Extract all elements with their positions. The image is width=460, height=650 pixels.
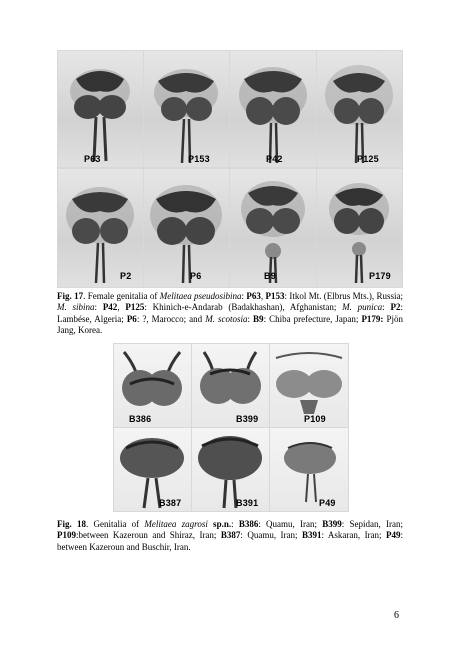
caption-text: : ?, Marocco; and (136, 313, 206, 324)
caption-species: Melitaea zagrosi (144, 519, 208, 529)
caption-text: : Quamu, Iran; (258, 519, 323, 529)
page-number: 6 (394, 610, 399, 621)
specimen-panel-p179 (317, 169, 402, 287)
caption-text: : (247, 313, 254, 324)
caption-text: : (94, 302, 103, 313)
caption-specimen-id: B399 (322, 519, 342, 529)
specimen-label: P153 (188, 154, 210, 164)
caption-text: Pjön Jang, Korea. (57, 313, 403, 336)
genitalia-image (317, 169, 402, 287)
specimen-label: P109 (304, 414, 326, 424)
figure-18-plate (113, 343, 349, 512)
genitalia-image (58, 51, 143, 167)
specimen-label: B9 (264, 271, 276, 281)
figure-17-plate (57, 50, 403, 288)
caption-text: : Chiba prefecture, Japan; (263, 313, 362, 324)
specimen-panel-b391 (192, 428, 269, 511)
specimen-panel-p109 (270, 344, 348, 427)
caption-specimen-id: P109 (57, 530, 76, 541)
caption-specimen-id: P153 (265, 291, 285, 301)
caption-species: M. punica (342, 302, 383, 313)
genitalia-image (58, 169, 143, 287)
genitalia-image (317, 51, 402, 167)
caption-text: . Genitalia of (85, 519, 145, 529)
caption-text: : Khinich-e-Andarab (Badakhashan), Afghanistan; (144, 302, 343, 313)
caption-text: : Sepidan, Iran; (341, 519, 403, 529)
genitalia-image (144, 51, 229, 167)
caption-species: M. sibina (57, 302, 95, 313)
caption-text: : between Kazeroun and Buschir, Iran. (57, 530, 404, 552)
figure-17-caption (57, 291, 403, 337)
caption-figure-label: Fig. 18 (57, 519, 86, 529)
specimen-panel-p2 (58, 169, 143, 287)
specimen-panel-p49 (270, 428, 348, 511)
specimen-panel-b386 (114, 344, 191, 427)
genitalia-image (114, 344, 191, 427)
specimen-label: B386 (129, 414, 152, 424)
caption-specimen-id: P179: (361, 313, 384, 324)
caption-text: : Askaran, Iran; (321, 530, 386, 541)
caption-figure-label: Fig. 17 (57, 291, 84, 301)
specimen-label: B391 (236, 498, 259, 508)
specimen-label: P2 (120, 271, 132, 281)
caption-specimen-id: B391 (301, 530, 322, 541)
caption-text: , (260, 291, 266, 301)
caption-text: , (117, 302, 126, 313)
caption-specimen-id: P125 (125, 302, 145, 313)
specimen-panel-b9 (230, 169, 316, 287)
caption-specimen-id: P2 (390, 302, 401, 313)
specimen-panel-p125 (317, 51, 402, 167)
specimen-label: B399 (236, 414, 259, 424)
specimen-label: P49 (319, 498, 336, 508)
caption-text: : Quamu, Iran; (240, 530, 302, 541)
caption-text: : Lambése, Algeria; (57, 302, 403, 324)
caption-text: : Itkol Mt. (Elbrus Mts.), Russia; (284, 291, 403, 301)
specimen-panel-p63 (58, 51, 143, 167)
specimen-label: P63 (84, 154, 101, 164)
genitalia-image (230, 51, 316, 167)
genitalia-image (230, 169, 316, 287)
caption-species: Melitaea pseudosibina (159, 291, 242, 301)
caption-specimen-id: P6 (126, 313, 137, 324)
caption-specimen-id: B387 (220, 530, 241, 541)
caption-text: : (241, 291, 247, 301)
caption-text: : (382, 302, 391, 313)
caption-specimen-id: P63 (246, 291, 261, 301)
specimen-label: P125 (357, 154, 379, 164)
specimen-panel-b387 (114, 428, 191, 511)
caption-text: :between Kazeroun and Shiraz, Iran; (76, 530, 221, 541)
specimen-label: P179 (369, 271, 391, 281)
figure-18-caption: Fig. 18. Genitalia of Melitaea zagrosi sp.n.: B386: Quamu, Iran; B399: Sepidan, Iran; P109:between Kazeroun and Shiraz, Iran; B387: Quamu, Iran; B391: Askaran, Iran; P49: between Kazeroun and Buschir, Iran. (57, 519, 404, 552)
caption-species: M. scotosia (205, 313, 248, 324)
caption-text: . Female genitalia of (83, 291, 160, 301)
caption-specimen-id: P42 (102, 302, 118, 313)
specimen-label: P6 (190, 271, 202, 281)
caption-new-species-marker: sp.n. (207, 519, 232, 529)
genitalia-image (270, 428, 348, 511)
specimen-label: B387 (159, 498, 182, 508)
specimen-panel-b399 (192, 344, 269, 427)
specimen-panel-p42 (230, 51, 316, 167)
specimen-panel-p153 (144, 51, 229, 167)
specimen-label: P42 (266, 154, 283, 164)
caption-specimen-id: B9 (253, 313, 264, 324)
caption-specimen-id: B386 (238, 519, 259, 529)
caption-specimen-id: P49 (386, 530, 401, 541)
genitalia-image (144, 169, 229, 287)
specimen-panel-p6 (144, 169, 229, 287)
